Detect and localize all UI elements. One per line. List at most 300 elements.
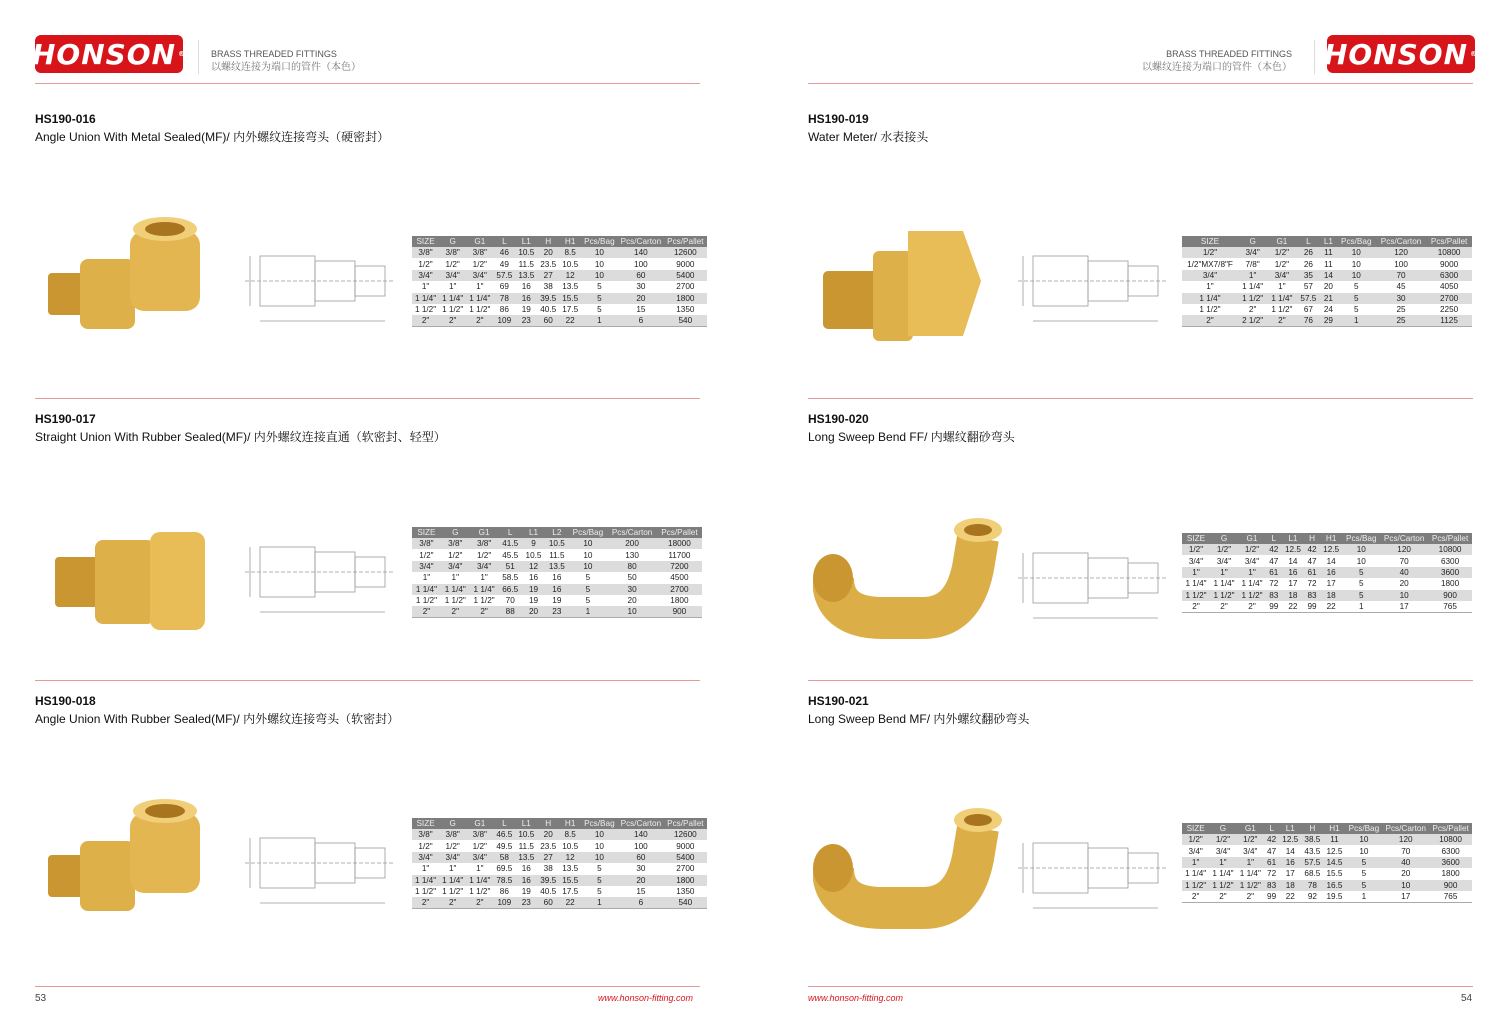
table-cell: 900 xyxy=(1428,590,1472,601)
table-cell: 1 1/4" xyxy=(441,584,470,595)
table-cell: 5 xyxy=(597,305,602,315)
table-cell: 1/2" xyxy=(1182,247,1238,258)
table-cell: 1/2" xyxy=(448,550,463,560)
table-cell: 3/4" xyxy=(466,852,493,863)
column-header: G1 xyxy=(1238,533,1266,544)
table-cell: 10 xyxy=(583,550,593,560)
table-cell: 2" xyxy=(1182,315,1238,326)
table-cell: 15 xyxy=(636,887,646,897)
table-cell: 1" xyxy=(476,864,484,874)
table-cell: 1 1/4" xyxy=(1182,293,1238,304)
table-cell: 39.5 xyxy=(537,875,559,886)
table-cell: 5 xyxy=(1346,857,1383,868)
table-cell: 45 xyxy=(1396,282,1406,292)
table-cell: 8.5 xyxy=(559,829,581,840)
table-cell: 43.5 xyxy=(1304,846,1321,856)
table-cell: 2700 xyxy=(1426,293,1472,304)
table-cell: 58.5 xyxy=(502,573,519,583)
table-cell: 200 xyxy=(607,538,656,549)
column-header: SIZE xyxy=(412,527,441,538)
table-cell: 2" xyxy=(412,315,439,326)
table-cell: 765 xyxy=(1443,891,1458,901)
table-cell: 69.5 xyxy=(496,864,513,874)
table-cell: 2" xyxy=(412,897,439,908)
table-cell: 18 xyxy=(1282,590,1305,601)
table-cell: 49.5 xyxy=(496,841,513,851)
column-header: L2 xyxy=(545,527,568,538)
table-cell: 3/4" xyxy=(1244,556,1260,566)
header-divider xyxy=(198,40,199,74)
table-row xyxy=(412,258,707,269)
table-cell: 18 xyxy=(1320,590,1343,601)
table-cell: 47 xyxy=(1267,846,1277,856)
table-cell: 88 xyxy=(499,606,522,617)
table-cell: 1 1/2" xyxy=(1209,880,1236,891)
product-photo xyxy=(40,502,230,647)
table-cell: 17 xyxy=(1285,869,1295,879)
table-cell: 1 1/2" xyxy=(1182,880,1209,891)
table-cell: 3/4" xyxy=(412,561,441,572)
table-cell: 11700 xyxy=(668,550,691,560)
table-cell: 1 xyxy=(581,315,618,326)
column-header: L1 xyxy=(515,236,537,247)
table-cell: 4500 xyxy=(670,573,689,583)
table-cell: 6300 xyxy=(1426,270,1472,281)
table-cell: 10800 xyxy=(1428,544,1472,555)
table-cell: 1 1/2" xyxy=(415,305,437,315)
product-code: HS190-020 xyxy=(808,412,869,426)
spec-table xyxy=(1182,533,1472,613)
table-cell: 18000 xyxy=(657,538,702,549)
column-header: G1 xyxy=(1237,823,1264,834)
column-header: Pcs/Carton xyxy=(1382,823,1429,834)
table-cell: 40.5 xyxy=(540,887,557,897)
table-cell: 8.5 xyxy=(559,247,581,258)
table-cell: 140 xyxy=(618,829,665,840)
table-cell: 7200 xyxy=(657,561,702,572)
table-cell: 1/2" xyxy=(1237,834,1264,845)
table-cell: 1 1/2" xyxy=(442,305,464,315)
table-cell: 61 xyxy=(1266,567,1282,578)
table-cell: 83 xyxy=(1304,590,1320,601)
table-cell: 1/2" xyxy=(445,259,460,269)
table-row xyxy=(1182,868,1472,879)
table-cell: 45.5 xyxy=(502,550,519,560)
table-cell: 5 xyxy=(569,584,608,595)
table-cell: 1800 xyxy=(664,875,706,886)
table-cell: 23 xyxy=(515,897,537,908)
table-cell: 3/4" xyxy=(466,270,493,281)
table-cell: 15.5 xyxy=(559,875,581,886)
table-cell: 3/4" xyxy=(1267,270,1296,281)
table-cell: 1" xyxy=(451,573,459,583)
table-cell: 14.5 xyxy=(1323,857,1345,868)
table-cell: 6 xyxy=(618,315,665,326)
column-header: Pcs/Carton xyxy=(1376,236,1426,247)
table-cell: 1 1/4" xyxy=(439,293,466,304)
table-row xyxy=(1182,281,1472,292)
column-header: H1 xyxy=(1323,823,1345,834)
table-cell: 70 xyxy=(1401,846,1411,856)
column-header: Pcs/Pallet xyxy=(1429,823,1472,834)
table-cell: 5400 xyxy=(664,852,706,863)
table-row xyxy=(412,852,707,863)
table-cell: 1" xyxy=(1278,282,1286,292)
product-code: HS190-021 xyxy=(808,694,869,708)
table-cell: 3/8" xyxy=(412,829,439,840)
column-header: Pcs/Bag xyxy=(1342,533,1380,544)
table-cell: 1/2" xyxy=(1182,834,1209,845)
column-header: G1 xyxy=(470,527,499,538)
table-header-row xyxy=(412,818,707,829)
table-cell: 2250 xyxy=(1439,305,1459,315)
table-cell: 2" xyxy=(1220,601,1228,611)
table-cell: 3/8" xyxy=(466,247,493,258)
table-cell: 10.5 xyxy=(562,841,579,851)
section-divider xyxy=(35,680,700,681)
table-cell: 5 xyxy=(1361,869,1367,879)
table-cell: 10 xyxy=(581,270,618,281)
table-cell: 12.5 xyxy=(1282,544,1305,555)
table-cell: 120 xyxy=(1380,544,1428,555)
table-cell: 16 xyxy=(552,573,562,583)
table-cell: 1/2" xyxy=(1238,544,1266,555)
table-cell: 1" xyxy=(480,573,488,583)
table-cell: 2 1/2" xyxy=(1238,315,1267,326)
header-text xyxy=(211,47,361,75)
table-cell: 1 1/2" xyxy=(1182,590,1210,601)
column-header: L1 xyxy=(1320,236,1336,247)
table-cell: 5 xyxy=(1342,590,1380,601)
header-rule xyxy=(808,83,1473,84)
table-cell: 15 xyxy=(636,305,646,315)
table-cell: 1 xyxy=(581,897,618,908)
column-header: Pcs/Pallet xyxy=(1426,236,1472,247)
table-cell: 2" xyxy=(1248,601,1256,611)
table-cell: 16 xyxy=(1279,857,1301,868)
table-cell: 68.5 xyxy=(1304,869,1321,879)
table-cell: 23 xyxy=(545,606,568,617)
table-cell: 13.5 xyxy=(545,561,568,572)
table-cell: 19 xyxy=(552,596,562,606)
table-cell: 1 1/2" xyxy=(1271,305,1293,315)
table-cell: 42 xyxy=(1264,834,1279,845)
table-cell: 3/4" xyxy=(441,561,470,572)
table-cell: 19 xyxy=(521,887,531,897)
table-cell: 70 xyxy=(1376,270,1426,281)
column-header: H xyxy=(1301,823,1323,834)
table-cell: 3/4" xyxy=(1216,556,1232,566)
column-header: L xyxy=(1264,823,1279,834)
table-row xyxy=(412,247,707,258)
table-cell: 6300 xyxy=(1441,846,1460,856)
table-cell: 16 xyxy=(515,875,537,886)
table-cell: 27 xyxy=(537,852,559,863)
table-cell: 16 xyxy=(528,573,539,583)
column-header: L xyxy=(1266,533,1282,544)
table-cell: 1/2" xyxy=(1274,259,1290,269)
table-cell: 10 xyxy=(1356,556,1366,566)
table-cell: 19 xyxy=(522,584,545,595)
table-cell: 9 xyxy=(522,538,545,549)
table-cell: 2" xyxy=(1267,315,1296,326)
table-cell: 10.5 xyxy=(515,829,537,840)
table-cell: 11 xyxy=(1320,247,1336,258)
table-cell: 11.5 xyxy=(518,259,534,269)
product-code: HS190-016 xyxy=(35,112,96,126)
header-text xyxy=(1142,47,1292,75)
table-cell: 1/2" xyxy=(476,550,492,560)
table-cell: 20 xyxy=(537,247,559,258)
column-header: H xyxy=(537,236,559,247)
table-cell: 21 xyxy=(1320,293,1336,304)
table-cell: 100 xyxy=(634,841,648,851)
table-cell: 30 xyxy=(1376,293,1426,304)
column-header: Pcs/Pallet xyxy=(1428,533,1472,544)
table-cell: 1" xyxy=(422,573,431,583)
table-cell: 1 1/4" xyxy=(439,875,466,886)
table-cell: 26 xyxy=(1297,247,1321,258)
table-cell: 30 xyxy=(636,864,646,874)
table-cell: 10 xyxy=(607,606,656,617)
product-code: HS190-019 xyxy=(808,112,869,126)
table-cell: 39.5 xyxy=(537,293,559,304)
product-name: Straight Union With Rubber Sealed(MF)/ 内外螺纹连接直通（软密封、轻型） xyxy=(35,430,446,444)
table-cell: 5 xyxy=(1342,567,1380,578)
product-name: Long Sweep Bend MF/ 内外螺纹翻砂弯头 xyxy=(808,712,1030,726)
table-cell: 3/4" xyxy=(412,270,439,281)
table-cell: 6300 xyxy=(1440,556,1460,566)
table-row xyxy=(1182,891,1472,902)
column-header: G xyxy=(439,818,466,829)
column-header: G xyxy=(1209,823,1236,834)
table-cell: 38.5 xyxy=(1301,834,1323,845)
table-cell: 1/2" xyxy=(472,259,487,269)
table-cell: 26 xyxy=(1303,259,1313,269)
table-cell: 80 xyxy=(607,561,656,572)
column-header: SIZE xyxy=(412,236,439,247)
table-cell: 10 xyxy=(581,852,618,863)
table-cell: 20 xyxy=(618,875,665,886)
table-cell: 1" xyxy=(1206,282,1214,292)
table-cell: 86 xyxy=(499,887,509,897)
table-cell: 1/2" xyxy=(1209,834,1236,845)
column-header: SIZE xyxy=(1182,823,1209,834)
table-cell: 2" xyxy=(1246,891,1255,901)
table-cell: 1" xyxy=(1238,270,1267,281)
table-cell: 2700 xyxy=(657,584,702,595)
table-cell: 1/2" xyxy=(418,259,433,269)
table-cell: 10 xyxy=(581,829,618,840)
table-cell: 1 1/4" xyxy=(466,875,493,886)
table-cell: 5 xyxy=(581,293,618,304)
table-cell: 13.5 xyxy=(562,864,579,874)
section-divider xyxy=(35,398,700,399)
table-cell: 2" xyxy=(470,606,499,617)
table-cell: 120 xyxy=(1382,834,1429,845)
table-header-row xyxy=(1182,823,1472,834)
table-cell: 92 xyxy=(1307,891,1317,901)
table-cell: 57.5 xyxy=(1301,857,1323,868)
table-cell: 30 xyxy=(636,282,646,292)
table-row xyxy=(412,549,702,560)
table-cell: 1350 xyxy=(676,305,695,315)
table-cell: 22 xyxy=(1285,891,1295,901)
table-cell: 61 xyxy=(1304,567,1320,578)
table-cell: 12.5 xyxy=(1279,834,1301,845)
table-cell: 1" xyxy=(476,282,484,292)
table-cell: 19 xyxy=(528,596,539,606)
table-header-row xyxy=(1182,236,1472,247)
table-cell: 40.5 xyxy=(540,305,557,315)
table-cell: 61 xyxy=(1264,857,1279,868)
column-header: SIZE xyxy=(1182,533,1210,544)
table-cell: 11 xyxy=(1324,259,1333,269)
product-name: Angle Union With Metal Sealed(MF)/ 内外螺纹连接弯头（硬密封） xyxy=(35,130,390,144)
table-cell: 109 xyxy=(493,315,515,326)
table-cell: 1 1/4" xyxy=(1242,282,1264,292)
table-cell: 5 xyxy=(597,282,602,292)
table-cell: 3/8" xyxy=(412,538,441,549)
table-cell: 3/4" xyxy=(1238,247,1267,258)
table-cell: 1" xyxy=(1238,567,1266,578)
header-divider xyxy=(1314,40,1315,74)
table-cell: 1 1/2" xyxy=(442,887,464,897)
honson-logo: HONSON ® xyxy=(1327,35,1475,73)
table-cell: 20 xyxy=(522,606,545,617)
table-cell: 51 xyxy=(499,561,522,572)
table-row xyxy=(412,572,702,583)
column-header: Pcs/Pallet xyxy=(657,527,702,538)
table-cell: 17.5 xyxy=(562,887,579,897)
table-cell: 22 xyxy=(1288,601,1298,611)
table-cell: 3/4" xyxy=(1243,846,1258,856)
column-header: G1 xyxy=(466,818,493,829)
table-cell: 1 1/2" xyxy=(1237,880,1264,891)
table-cell: 19 xyxy=(521,305,531,315)
column-header: Pcs/Carton xyxy=(618,818,665,829)
table-cell: 22 xyxy=(1326,601,1336,611)
table-cell: 46 xyxy=(493,247,515,258)
footer-rule xyxy=(35,986,700,987)
table-cell: 11.5 xyxy=(549,550,565,560)
table-cell: 60 xyxy=(618,852,665,863)
table-cell: 10 xyxy=(594,259,604,269)
table-cell: 42 xyxy=(1266,544,1282,555)
table-cell: 3/4" xyxy=(439,852,466,863)
table-cell: 2" xyxy=(441,606,470,617)
table-header-row xyxy=(412,236,707,247)
table-cell: 5 xyxy=(581,875,618,886)
table-cell: 900 xyxy=(657,606,702,617)
table-cell: 58 xyxy=(493,852,515,863)
table-cell: 1 1/4" xyxy=(470,584,499,595)
table-cell: 10 xyxy=(1382,880,1429,891)
website-link[interactable]: www.honson-fitting.com xyxy=(598,993,694,1003)
table-row xyxy=(412,293,707,304)
table-cell: 1 1/2" xyxy=(415,596,437,606)
table-row xyxy=(1182,304,1472,315)
table-cell: 1 1/4" xyxy=(1241,579,1263,589)
table-cell: 1 xyxy=(569,606,608,617)
table-cell: 13.5 xyxy=(515,852,537,863)
table-cell: 16 xyxy=(1320,567,1343,578)
table-cell: 1/2"MX7/8"F xyxy=(1187,259,1233,269)
column-header: G xyxy=(1210,533,1238,544)
table-cell: 3600 xyxy=(1428,567,1472,578)
table-cell: 41.5 xyxy=(499,538,522,549)
table-cell: 49 xyxy=(499,259,509,269)
table-cell: 23.5 xyxy=(540,259,557,269)
column-header: Pcs/Bag xyxy=(581,818,618,829)
table-cell: 2700 xyxy=(676,864,695,874)
table-row xyxy=(412,584,702,595)
table-cell: 900 xyxy=(1429,880,1472,891)
table-cell: 76 xyxy=(1297,315,1321,326)
table-cell: 16 xyxy=(545,584,568,595)
table-cell: 20 xyxy=(627,596,637,606)
section-divider xyxy=(808,680,1473,681)
table-cell: 27 xyxy=(537,270,559,281)
column-header: H xyxy=(1304,533,1320,544)
table-cell: 19.5 xyxy=(1326,891,1343,901)
table-cell: 23 xyxy=(515,315,537,326)
column-header: L1 xyxy=(522,527,545,538)
table-cell: 10800 xyxy=(1429,834,1472,845)
table-cell: 60 xyxy=(537,315,559,326)
table-cell: 10 xyxy=(1337,247,1376,258)
column-header: G1 xyxy=(1267,236,1296,247)
column-header: G xyxy=(439,236,466,247)
table-cell: 16.5 xyxy=(1323,880,1345,891)
table-cell: 1 1/4" xyxy=(1185,869,1207,879)
table-cell: 10 xyxy=(1380,590,1428,601)
table-row xyxy=(412,281,707,292)
table-cell: 86 xyxy=(499,305,509,315)
header-rule xyxy=(35,83,700,84)
table-cell: 1 1/2" xyxy=(1238,590,1266,601)
technical-drawing xyxy=(240,231,400,336)
table-cell: 15.5 xyxy=(1326,869,1343,879)
website-link[interactable]: www.honson-fitting.com xyxy=(808,993,904,1003)
table-cell: 10 xyxy=(569,561,608,572)
column-header: H1 xyxy=(1320,533,1343,544)
table-cell: 46.5 xyxy=(493,829,515,840)
table-cell: 2700 xyxy=(676,282,695,292)
table-cell: 16 xyxy=(515,293,537,304)
table-header-row xyxy=(1182,533,1472,544)
page-53 xyxy=(0,0,754,1024)
product-photo xyxy=(813,798,1003,943)
spec-table xyxy=(412,236,707,327)
product-photo xyxy=(813,211,1003,356)
header-title-en: BRASS THREADED FITTINGS xyxy=(211,49,337,59)
table-row xyxy=(1182,857,1472,868)
table-cell: 3/8" xyxy=(439,829,466,840)
column-header: L xyxy=(493,236,515,247)
table-row xyxy=(412,829,707,840)
table-cell: 1 1/4" xyxy=(1267,293,1296,304)
table-cell: 17 xyxy=(1399,601,1409,611)
column-header: Pcs/Bag xyxy=(569,527,608,538)
table-cell: 2" xyxy=(439,897,466,908)
table-cell: 1 1/4" xyxy=(412,875,439,886)
table-cell: 10 xyxy=(1337,270,1376,281)
column-header: Pcs/Bag xyxy=(581,236,618,247)
table-cell: 1350 xyxy=(676,887,695,897)
table-cell: 99 xyxy=(1307,601,1317,611)
technical-drawing xyxy=(1013,231,1173,336)
